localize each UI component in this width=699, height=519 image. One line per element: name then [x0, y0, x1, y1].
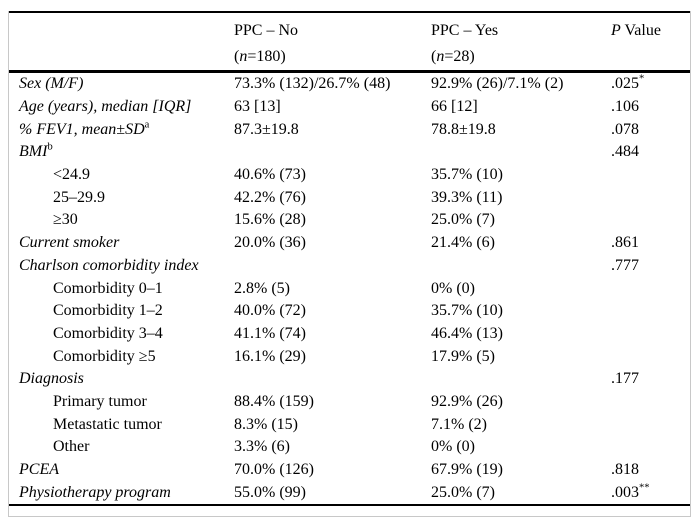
cell-ppc-yes: 92.9% (26)/7.1% (2): [431, 75, 564, 93]
n-symbol: n: [239, 48, 248, 65]
row-label-text: Other: [53, 438, 90, 456]
comparison-table: [8, 11, 691, 517]
row-label: [9, 416, 234, 434]
table-row: [9, 73, 690, 96]
table-row: [9, 368, 690, 391]
table-header: [9, 13, 690, 70]
row-label-text: Physiotherapy program: [19, 483, 171, 501]
table-body: [9, 73, 690, 504]
n-count: =28): [444, 48, 475, 65]
table-bottom-rule: [9, 504, 690, 506]
p-symbol: P: [611, 22, 621, 39]
cell-ppc-no: 40.6% (73): [234, 166, 306, 184]
cell-ppc-yes: 7.1% (2): [431, 415, 487, 433]
table-row: [9, 209, 690, 232]
cell-ppc-no: 40.0% (72): [234, 302, 306, 320]
row-label: [9, 257, 234, 275]
cell-p-value: [611, 257, 690, 275]
column-header-ppc-no-title: PPC – No: [234, 22, 299, 39]
row-label: [9, 484, 234, 502]
cell-p-value: [611, 98, 690, 116]
table-row: [9, 255, 690, 278]
cell-ppc-yes: 0% (0): [431, 438, 475, 456]
row-label-text: Comorbidity ≥5: [53, 347, 156, 365]
cell-ppc-yes: 0% (0): [431, 279, 475, 297]
n-count: =180): [247, 48, 286, 65]
cell-ppc-yes: 35.7% (10): [431, 166, 503, 184]
cell-ppc-yes: 39.3% (11): [431, 188, 503, 206]
table-row: [9, 232, 690, 255]
cell-p-value: [611, 370, 690, 388]
cell-ppc-no: 41.1% (74): [234, 324, 306, 342]
row-label-text: PCEA: [19, 461, 59, 479]
row-label: [9, 348, 234, 366]
cell-ppc-no: 3.3% (6): [234, 438, 290, 456]
cell-ppc-yes: 46.4% (13): [431, 324, 503, 342]
n-symbol: n: [436, 48, 445, 65]
p-value-significance-marker: **: [639, 482, 650, 494]
cell-ppc-no: 73.3% (132)/26.7% (48): [234, 75, 391, 93]
cell-ppc-no: 16.1% (29): [234, 347, 306, 365]
table-row: [9, 481, 690, 504]
column-header-p-value: [611, 18, 690, 70]
p-value-text: .078: [611, 120, 639, 138]
cell-p-value: [611, 75, 690, 93]
row-label: [9, 280, 234, 298]
cell-ppc-yes: 66 [12]: [431, 98, 478, 116]
table-row: [9, 164, 690, 187]
n-open-paren: (: [234, 48, 240, 65]
p-value-text: .484: [611, 143, 639, 161]
table-row: [9, 186, 690, 209]
cell-ppc-yes: 67.9% (19): [431, 461, 503, 479]
table-row: [9, 413, 690, 436]
row-label: [9, 234, 234, 252]
row-label-text: BMI: [19, 143, 48, 161]
cell-ppc-no: 87.3±19.8: [234, 120, 299, 138]
column-header-ppc-no: [234, 18, 431, 70]
table-row: [9, 323, 690, 346]
p-value-text: .818: [611, 461, 639, 479]
n-open-paren: (: [431, 48, 437, 65]
cell-ppc-yes: 25.0% (7): [431, 483, 495, 501]
cell-ppc-no: 63 [13]: [234, 98, 281, 116]
row-label-text: Primary tumor: [53, 392, 147, 410]
cell-p-value: [611, 484, 690, 502]
cell-p-value: [611, 461, 690, 479]
row-label: [9, 370, 234, 388]
table-row: [9, 459, 690, 482]
row-label: [9, 461, 234, 479]
p-value-text: .777: [611, 256, 639, 274]
row-label: [9, 438, 234, 456]
row-label-superscript: a: [144, 119, 150, 131]
row-label-text: Comorbidity 1–2: [53, 302, 163, 320]
p-value-text: .177: [611, 370, 639, 388]
column-header-empty: [9, 18, 234, 70]
column-header-ppc-yes-title: PPC – Yes: [431, 22, 499, 39]
table-row: [9, 277, 690, 300]
table-row: [9, 96, 690, 119]
row-label: [9, 393, 234, 411]
table-row: [9, 141, 690, 164]
row-label-text: ≥30: [53, 211, 78, 229]
table-row: [9, 391, 690, 414]
table-row: [9, 300, 690, 323]
column-header-p-value-text: [611, 18, 690, 44]
row-label-text: <24.9: [53, 166, 91, 184]
cell-ppc-no: 2.8% (5): [234, 279, 290, 297]
row-label-text: Charlson comorbidity index: [19, 256, 199, 274]
row-label: [9, 143, 234, 161]
row-label: [9, 211, 234, 229]
cell-ppc-yes: 21.4% (6): [431, 234, 495, 252]
row-label-text: Comorbidity 0–1: [53, 279, 163, 297]
cell-ppc-yes: 17.9% (5): [431, 347, 495, 365]
cell-ppc-no: 20.0% (36): [234, 234, 306, 252]
cell-p-value: [611, 121, 690, 139]
row-label-text: % FEV1, mean±SD: [19, 120, 145, 138]
row-label-text: 25–29.9: [53, 188, 105, 206]
cell-ppc-no: 8.3% (15): [234, 415, 298, 433]
column-header-ppc-no-n: [234, 44, 431, 70]
p-value-text: .861: [611, 234, 639, 252]
cell-p-value: [611, 234, 690, 252]
row-label: [9, 121, 234, 139]
row-label-text: Comorbidity 3–4: [53, 324, 163, 342]
row-label-superscript: b: [47, 142, 53, 154]
cell-ppc-yes: 25.0% (7): [431, 211, 495, 229]
row-label-text: Metastatic tumor: [53, 415, 162, 433]
row-label: [9, 325, 234, 343]
cell-ppc-yes: 78.8±19.8: [431, 120, 496, 138]
cell-ppc-no: 70.0% (126): [234, 461, 314, 479]
cell-ppc-no: 15.6% (28): [234, 211, 306, 229]
cell-ppc-no: 88.4% (159): [234, 392, 314, 410]
row-label-text: Sex (M/F): [19, 75, 84, 93]
row-label: [9, 302, 234, 320]
row-label-text: Age (years), median [IQR]: [19, 98, 192, 116]
column-header-ppc-yes-n: [431, 44, 611, 70]
column-header-ppc-yes: [431, 18, 611, 70]
p-value-word: Value: [620, 22, 661, 39]
row-label-text: Current smoker: [19, 234, 120, 252]
row-label-text: Diagnosis: [19, 370, 84, 388]
cell-ppc-yes: 92.9% (26): [431, 392, 503, 410]
p-value-text: .025: [611, 75, 639, 93]
row-label: [9, 98, 234, 116]
row-label: [9, 75, 234, 93]
p-value-significance-marker: *: [639, 74, 645, 86]
table-row: [9, 436, 690, 459]
row-label: [9, 166, 234, 184]
cell-ppc-yes: 35.7% (10): [431, 302, 503, 320]
p-value-text: .106: [611, 98, 639, 116]
table-row: [9, 345, 690, 368]
table-row: [9, 118, 690, 141]
p-value-text: .003: [611, 483, 639, 501]
cell-ppc-no: 42.2% (76): [234, 188, 306, 206]
cell-ppc-no: 55.0% (99): [234, 483, 306, 501]
cell-p-value: [611, 143, 690, 161]
row-label: [9, 189, 234, 207]
